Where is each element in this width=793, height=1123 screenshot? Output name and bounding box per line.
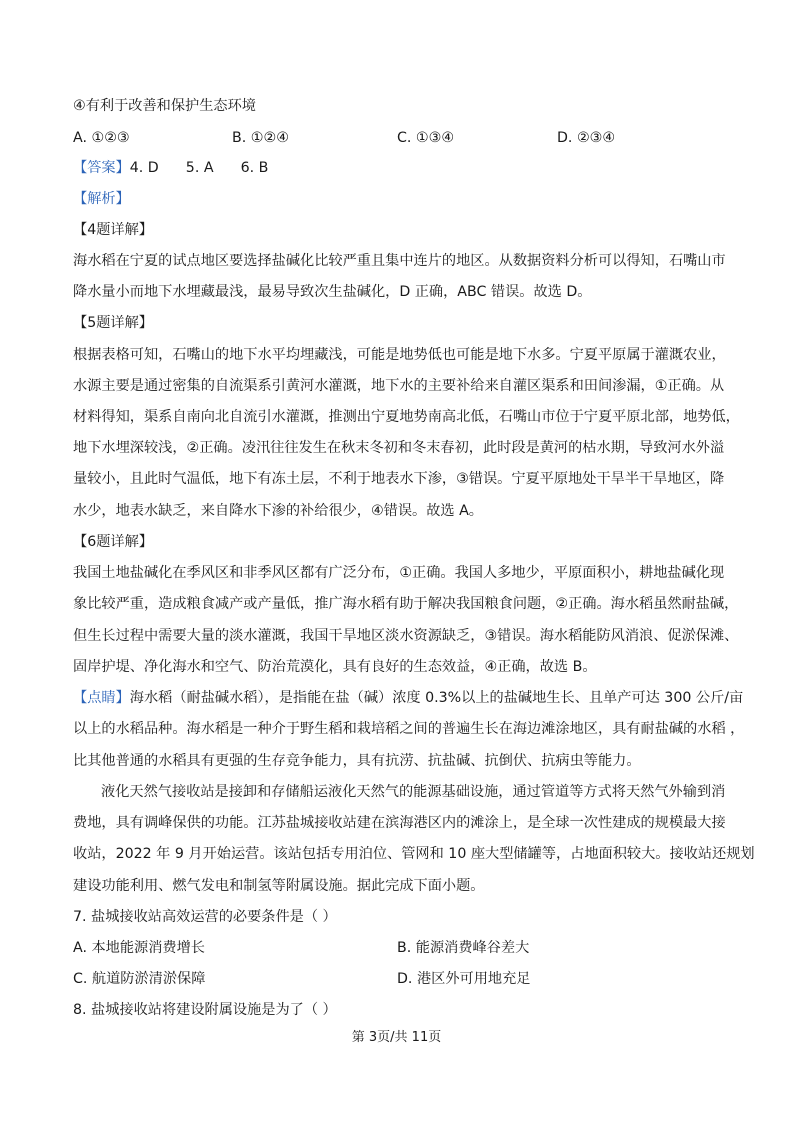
q5-text-line: 地下水埋深较浅，②正确。凌汛往往发生在秋末冬初和冬末春初，此时段是黄河的枯水期，导致河水外溢 <box>73 440 725 456</box>
q4-text-line: 海水稻在宁夏的试点地区要选择盐碱化比较严重且集中连片的地区。从数据资料分析可以得知，石嘴山市 <box>73 253 726 269</box>
option-c: C. ①③④ <box>397 130 455 146</box>
option-d: D. ②③④ <box>557 130 616 146</box>
analysis-label: 【解析】 <box>73 191 130 207</box>
q5-text-line: 根据表格可知，石嘴山的地下水平均埋藏浅，可能是地势低也可能是地下水多。宁夏平原属于灌溉农业， <box>73 347 726 363</box>
q7-option-b: B. 能源消费峰谷差大 <box>397 940 530 956</box>
answer-line <box>73 158 268 178</box>
q8-stem: 8. 盐城接收站将建设附属设施是为了（ ） <box>73 1002 337 1018</box>
q7-option-a: A. 本地能源消费增长 <box>73 940 205 956</box>
q6-label: 【6题详解】 <box>73 534 153 550</box>
q4-text-line: 降水量小而地下水埋藏最浅，最易导致次生盐碱化，D 正确，ABC 错误。故选 D。 <box>73 284 592 300</box>
option-b: B. ①②④ <box>232 130 289 146</box>
q7-stem: 7. 盐城接收站高效运营的必要条件是（ ） <box>73 909 337 925</box>
q5-text-line: 量较小，且此时气温低，地下有冻土层，不利于地表水下渗，③错误。宁夏平原地处干旱半干旱地区，降 <box>73 471 725 487</box>
q7-option-c: C. 航道防淤清淤保障 <box>73 971 206 987</box>
answer-label: 【答案】 <box>73 160 130 176</box>
q6-text-line: 我国土地盐碱化在季风区和非季风区都有广泛分布，①正确。我国人多地少，平原面积小，耕地盐碱化现 <box>73 565 725 581</box>
passage-line: 液化天然气接收站是接卸和存储船运液化天然气的能源基础设施，通过管道等方式将天然气外输到消 <box>101 784 726 800</box>
option-a: A. ①②③ <box>73 130 130 146</box>
page-footer: 第 3页/共 11页 <box>351 1030 442 1045</box>
q6-text-line: 但生长过程中需要大量的淡水灌溉，我国干旱地区淡水资源缺乏，③错误。海水稻能防风消浪、促淤保滩、 <box>73 628 739 644</box>
q6-text-line: 固岸护堤、净化海水和空气、防治荒漠化，具有良好的生态效益，④正确，故选 B。 <box>73 659 597 675</box>
passage-line: 建设功能利用、燃气发电和制氢等附属设施。据此完成下面小题。 <box>73 878 485 894</box>
answer-text: 4. D 5. A 6. B <box>129 160 269 176</box>
q5-text-line: 水少，地表水缺乏，来自降水下渗的补给很少，④错误。故选 A。 <box>73 503 483 519</box>
q5-text-line: 水源主要是通过密集的自流渠系引黄河水灌溉，地下水的主要补给来自灌区渠系和田间渗漏，①正确。从 <box>73 378 725 394</box>
q5-text-line: 材料得知，渠系自南向北自流引水灌溉，推测出宁夏地势南高北低，石嘴山市位于宁夏平原北部，地势低， <box>73 409 740 425</box>
passage-line: 费地，具有调峰保供的功能。江苏盐城接收站建在滨海港区内的滩涂上，是全球一次性建成的规模最大接 <box>73 815 726 831</box>
q7-option-d: D. 港区外可用地充足 <box>397 971 531 987</box>
passage-line: 收站，2022 年 9 月开始运营。该站包括专用泊位、管网和 10 座大型储罐等，占地面积较大。接收站还规划 <box>73 846 755 862</box>
q6-text-line: 象比较严重，造成粮食减产或产量低，推广海水稻有助于解决我国粮食问题，②正确。海水稻虽然耐盐碱， <box>73 596 739 612</box>
q4-label: 【4题详解】 <box>73 222 153 238</box>
q5-label: 【5题详解】 <box>73 315 153 331</box>
tip-text-line: 比其他普通的水稻具有更强的生存竞争能力，具有抗涝、抗盐碱、抗倒伏、抗病虫等能力。 <box>73 753 641 769</box>
tip-label: 【点睛】 <box>73 690 130 706</box>
tip-text-line: 以上的水稻品种。海水稻是一种介于野生稻和栽培稻之间的普遍生长在海边滩涂地区，具有耐盐碱的水稻 ， <box>73 721 745 737</box>
option-item-4: ④有利于改善和保护生态环境 <box>73 98 256 114</box>
tip-line <box>73 688 743 708</box>
tip-text: 海水稻（耐盐碱水稻），是指能在盐（碱）浓度 0.3%以上的盐碱地生长、且单产可达 300 公斤/亩 <box>129 690 744 706</box>
